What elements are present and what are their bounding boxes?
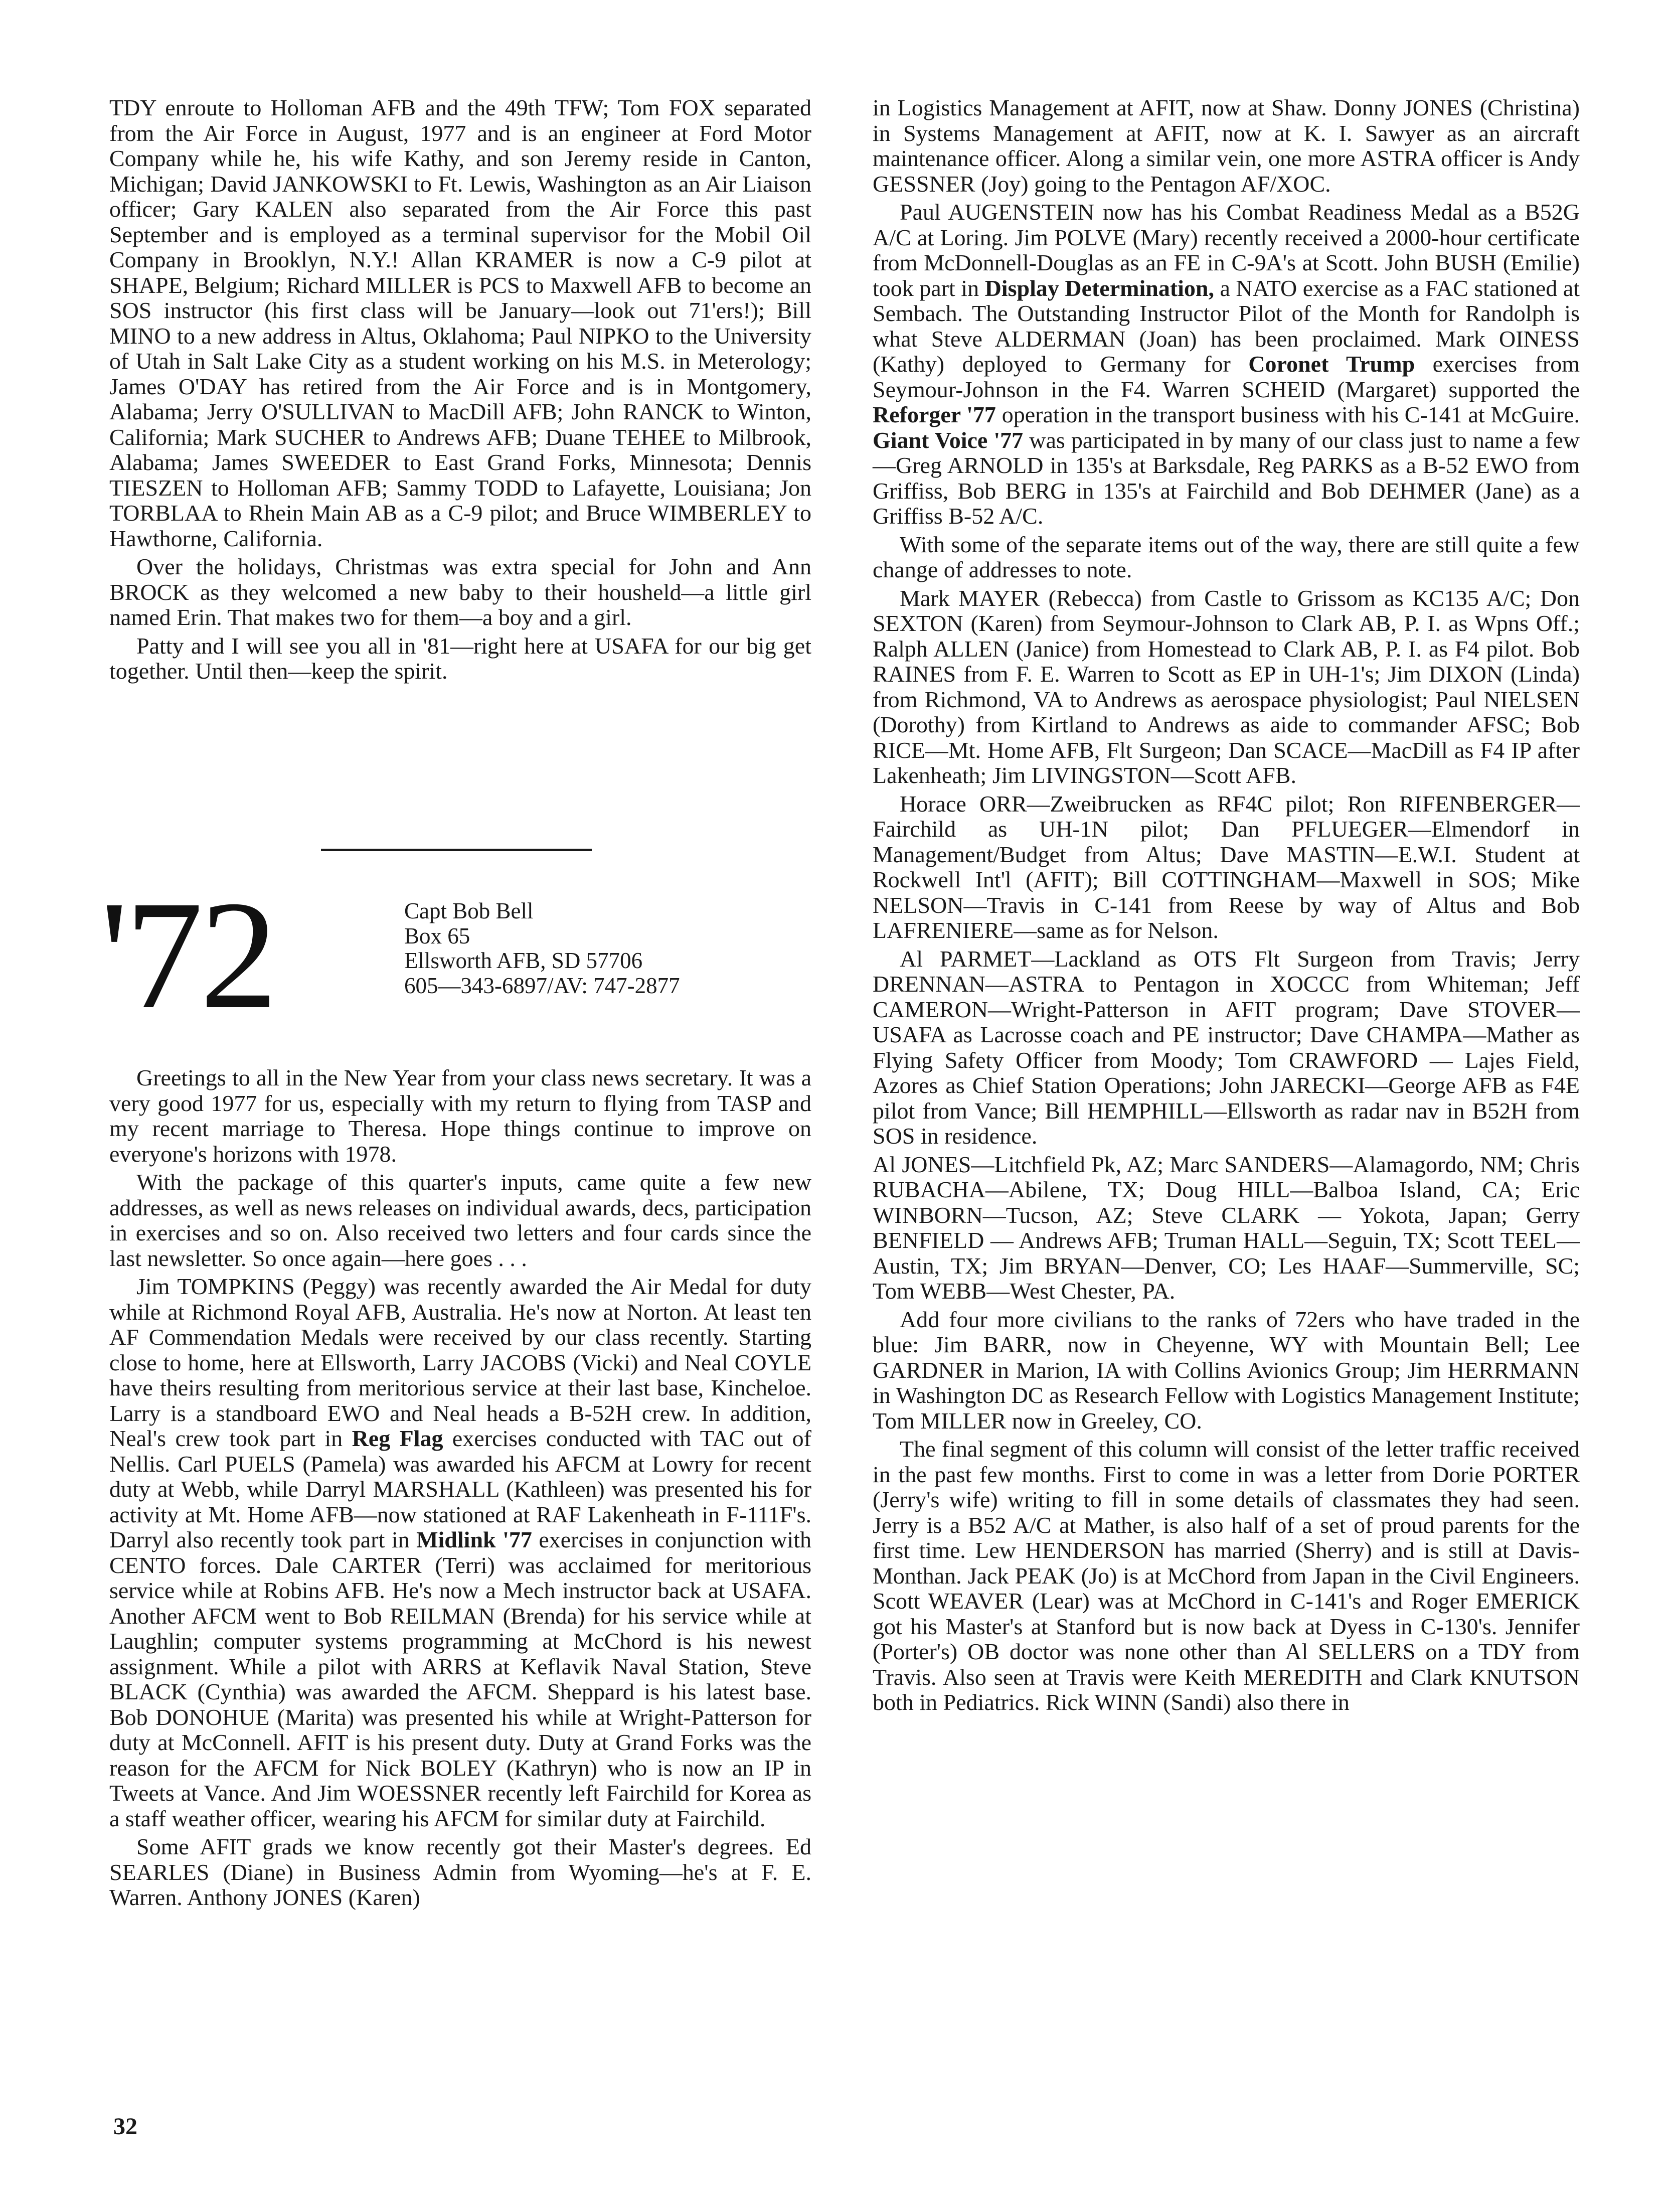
- exercise-name: Coronet Trump: [1248, 351, 1415, 377]
- paragraph-address-changes-1: Mark MAYER (Rebecca) from Castle to Grissom as KC135 A/C; Don SEXTON (Karen) from Seymour-Johnson to Clark AB, P. I. as Wpns Off.; Ralph ALLEN (Janice) from Homestead to Clark AB, P. I. as F4 pilot. Bob RAINES from F. E. Warren to Scott as EP in UH-1's; Jim DIXON (Linda) from Richmond, VA to Andrews as aerospace physiologist; Paul NIELSEN (Dorothy) from Kirtland to Andrews as aide to commander AFSC; Bob RICE—Mt. Home AFB, Flt Surgeon; Dan SCACE—MacDill as F4 IP after Lakenheath; Jim LIVINGSTON—Scott AFB.: [873, 585, 1580, 788]
- contact-name: Capt Bob Bell: [404, 898, 534, 923]
- paragraph-brock-baby: Over the holidays, Christmas was extra special for John and Ann BROCK as they welcomed a new baby to their housheld—a little girl named Erin. That makes two for them—a boy and a girl.: [109, 554, 811, 630]
- section-divider: [321, 849, 592, 851]
- paragraph-greetings: Greetings to all in the New Year from your class news secretary. It was a very good 1977 for us, especially with my return to flying from TASP and my recent marriage to Theresa. Hope things continue to improve on everyone's horizons with 1978.: [109, 1065, 811, 1167]
- paragraph-package: With the package of this quarter's inputs, came quite a few new addresses, as well as news releases on individual awards, decs, participation in exercises and so on. Also received two letters and four cards since the last newsletter. So once again—here goes . . .: [109, 1169, 811, 1271]
- left-column-top: [109, 95, 811, 684]
- paragraph-see-you: Patty and I will see you all in '81—right here at USAFA for our big get together. Until then—keep the spirit.: [109, 633, 811, 684]
- contact-box: Box 65: [404, 923, 470, 949]
- paragraph-afit-grads: Some AFIT grads we know recently got their Master's degrees. Ed SEARLES (Diane) in Business Admin from Wyoming—he's at F. E. Warren. Anthony JONES (Karen): [109, 1834, 811, 1910]
- paragraph-awards: Jim TOMPKINS (Peggy) was recently awarded the Air Medal for duty while at Richmond Royal AFB, Australia. He's now at Norton. At least ten AF Commendation Medals were received by our class recently. Starting close to home, here at Ellsworth, Larry JACOBS (Vicki) and Neal COYLE have theirs resulting from meritorious service at their last base, Kincheloe. Larry is a standboard EWO and Neal heads a B-52H crew. In addition, Neal's crew took part in Reg Flag exercises conducted with TAC out of Nellis. Carl PUELS (Pamela) was awarded his AFCM at Lowry for recent duty at Webb, while Darryl MARSHALL (Kathleen) was presented his for activity at Mt. Home AFB—now stationed at RAF Lakenheath in F-111F's. Darryl also recently took part in Midlink '77 exercises in conjunction with CENTO forces. Dale CARTER (Terri) was acclaimed for meritorious service while at Robins AFB. He's now a Mech instructor back at USAFA. Another AFCM went to Bob REILMAN (Brenda) for his service while at Laughlin; computer systems programming at McChord is his newest assignment. While a pilot with ARRS at Keflavik Naval Station, Steve BLACK (Cynthia) was awarded the AFCM. Sheppard is his latest base. Bob DONOHUE (Marita) was presented his while at Wright-Patterson for duty at McConnell. AFIT is his present duty. Duty at Grand Forks was the reason for the AFCM for Nick BOLEY (Kathryn) who is now an IP in Tweets at Vance. And Jim WOESSNER recently left Fairchild for Korea as a staff weather officer, wearing his AFCM for similar duty at Fairchild.: [109, 1274, 811, 1831]
- contact-phone: 605—343-6897/AV: 747-2877: [404, 973, 680, 998]
- paragraph-civilians: Add four more civilians to the ranks of 72ers who have traded in the blue: Jim BARR, now in Cheyenne, WY with Mountain Bell; Lee GARDNER in Marion, IA with Collins Avionics Group; Jim HERRMANN in Washington DC as Research Fellow with Logistics Management Institute; Tom MILLER now in Greeley, CO.: [873, 1306, 1580, 1434]
- paragraph-separate-items: With some of the separate items out of the way, there are still quite a few change of addresses to note.: [873, 531, 1580, 582]
- paragraph-letter-traffic: The final segment of this column will consist of the letter traffic received in the past few months. First to come in was a letter from Dorie PORTER (Jerry's wife) writing to fill in some details of classmates they had seen. Jerry is a B52 A/C at Mather, is also half of a set of proud parents for the first time. Lew HENDERSON has married (Sherry) and is still at Davis-Monthan. Jack PEAK (Jo) is at McChord from Japan in the Civil Engineers. Scott WEAVER (Lear) was at McChord in C-141's and Roger EMERICK got his Master's at Stanford but is now back at Dyess in C-130's. Jennifer (Porter's) OB doctor was none other than Al SELLERS on a TDY from Travis. Also seen at Travis were Keith MEREDITH and Clark KNUTSON both in Pediatrics. Rick WINN (Sandi) also there in: [873, 1436, 1580, 1715]
- paragraph-continued-addresses: TDY enroute to Holloman AFB and the 49th TFW; Tom FOX separated from the Air Force in August, 1977 and is an engineer at Ford Motor Company while he, his wife Kathy, and son Jeremy reside in Canton, Michigan; David JANKOWSKI to Ft. Lewis, Washington as an Air Liaison officer; Gary KALEN also separated from the Air Force this past September and is employed as a terminal supervisor for the Mobil Oil Company in Brooklyn, N.Y.! Allan KRAMER is now a C-9 pilot at SHAPE, Belgium; Richard MILLER is PCS to Maxwell AFB to become an SOS instructor (his first class will be January—look out 71'ers!); Bill MINO to a new address in Altus, Oklahoma; Paul NIPKO to the University of Utah in Salt Lake City as a student working on his M.S. in Meterology; James O'DAY has retired from the Air Force and is in Montgomery, Alabama; Jerry O'SULLIVAN to MacDill AFB; John RANCK to Winton, California; Mark SUCHER to Andrews AFB; Duane TEHEE to Milbrook, Alabama; James SWEEDER to East Grand Forks, Minnesota; Dennis TIESZEN to Holloman AFB; Sammy TODD to Lafayette, Louisiana; Jon TORBLAA to Rhein Main AB as a C-9 pilot; and Bruce WIMBERLEY to Hawthorne, California.: [109, 95, 811, 551]
- exercise-name: Display Determination,: [984, 275, 1214, 301]
- right-column: [873, 95, 1580, 1715]
- paragraph-address-changes-3: Al PARMET—Lackland as OTS Flt Surgeon from Travis; Jerry DRENNAN—ASTRA to Pentagon in XOCCC from Whiteman; Jeff CAMERON—Wright-Patterson in AFIT program; Dave STOVER—USAFA as Lacrosse coach and PE instructor; Dave CHAMPA—Mather as Flying Safety Officer from Moody; Tom CRAWFORD — Lajes Field, Azores as Chief Station Operations; John JARECKI—George AFB as F4E pilot from Vance; Bill HEMPHILL—Ellsworth as radar nav in B52H from SOS in residence.: [873, 945, 1580, 1149]
- exercise-name: Reg Flag: [352, 1426, 443, 1451]
- exercise-name: Midlink '77: [416, 1527, 532, 1552]
- paragraph-address-changes-4: Al JONES—Litchfield Pk, AZ; Marc SANDERS—Alamagordo, NM; Chris RUBACHA—Abilene, TX; Doug HILL—Balboa Island, CA; Eric WINBORN—Tucson, AZ; Steve CLARK — Yokota, Japan; Gerry BENFIELD — Andrews AFB; Truman HALL—Seguin, TX; Scott TEEL—Austin, TX; Jim BRYAN—Denver, CO; Les HAAF—Summerville, SC; Tom WEBB—West Chester, PA.: [873, 1151, 1580, 1304]
- paragraph-exercises: Paul AUGENSTEIN now has his Combat Readiness Medal as a B52G A/C at Loring. Jim POLVE (Mary) recently received a 2000-hour certificate from McDonnell-Douglas as an FE in C-9A's at Scott. John BUSH (Emilie) took part in Display Determination, a NATO exercise as a FAC stationed at Sembach. The Outstanding Instructor Pilot of the Month for Randolph is what Steve ALDERMAN (Joan) has been proclaimed. Mark OINESS (Kathy) deployed to Germany for Coronet Trump exercises from Seymour-Johnson in the F4. Warren SCHEID (Margaret) supported the Reforger '77 operation in the transport business with his C-141 at McGuire. Giant Voice '77 was participated in by many of our class just to name a few—Greg ARNOLD in 135's at Barksdale, Reg PARKS as a B-52 EWO from Griffiss, Bob BERG in 135's at Fairchild and Bob DEHMER (Jane) as a Griffiss B-52 A/C.: [873, 199, 1580, 529]
- class-secretary-contact: [404, 899, 805, 998]
- paragraph-address-changes-2: Horace ORR—Zweibrucken as RF4C pilot; Ron RIFENBERGER—Fairchild as UH-1N pilot; Dan PFLUEGER—Elmendorf in Management/Budget from Altus; Dave MASTIN—E.W.I. Student at Rockwell Int'l (AFIT); Bill COTTINGHAM—Maxwell in SOS; Mike NELSON—Travis in C-141 from Reese by way of Altus and Bob LAFRENIERE—same as for Nelson.: [873, 791, 1580, 943]
- exercise-name: Reforger '77: [873, 402, 996, 427]
- paragraph-logistics: in Logistics Management at AFIT, now at Shaw. Donny JONES (Christina) in Systems Management at AFIT, now at K. I. Sawyer as an aircraft maintenance officer. Along a similar vein, one more ASTRA officer is Andy GESSNER (Joy) going to the Pentagon AF/XOC.: [873, 95, 1580, 197]
- left-column-body: [109, 1065, 811, 1911]
- exercise-name: Giant Voice '77: [873, 427, 1024, 453]
- page-number: 32: [113, 2113, 137, 2140]
- contact-address: Ellsworth AFB, SD 57706: [404, 948, 643, 973]
- class-year-heading: '72: [100, 869, 275, 1041]
